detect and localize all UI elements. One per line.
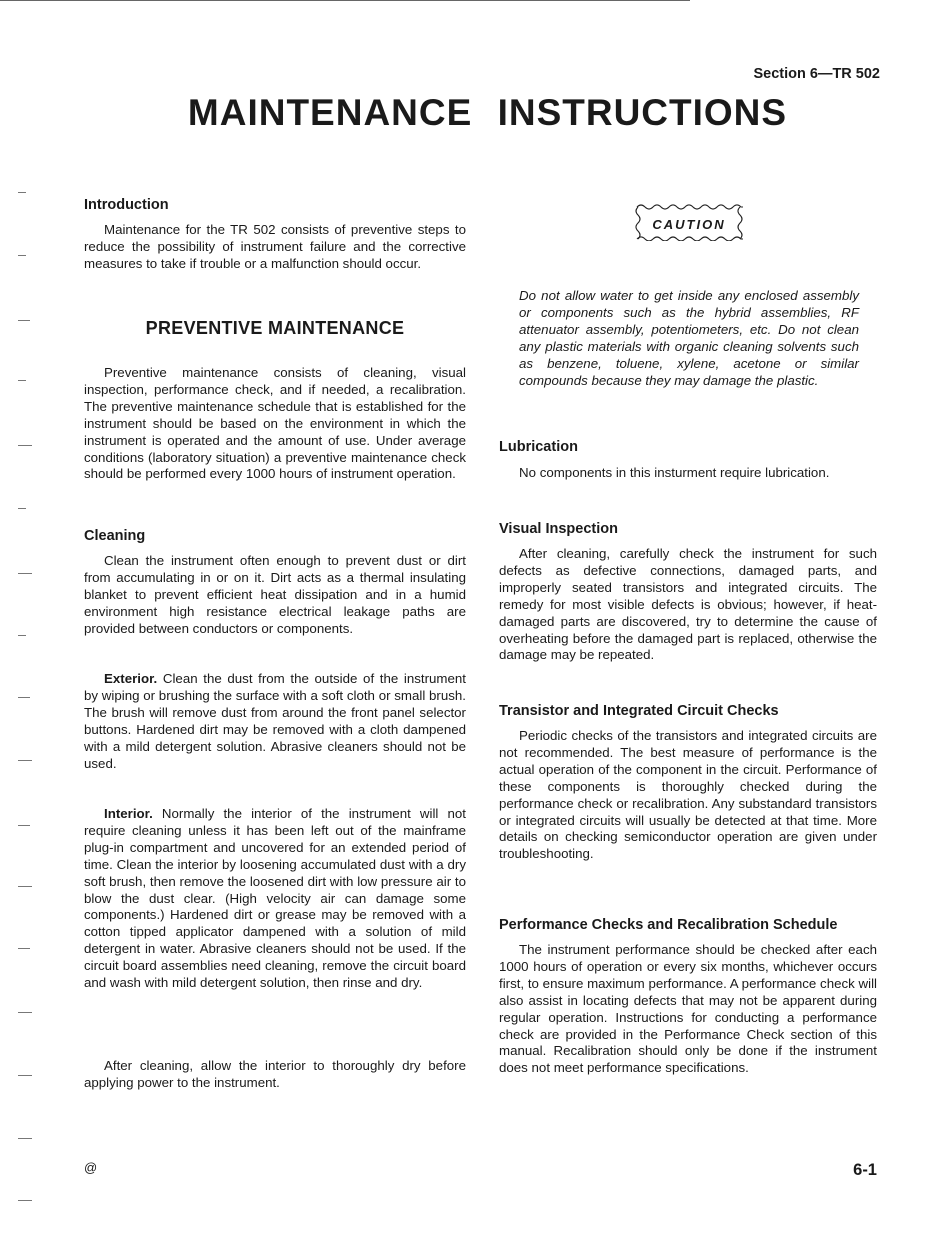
exterior-label: Exterior. <box>104 671 158 686</box>
margin-mark <box>18 635 26 636</box>
visual-inspection-paragraph: After cleaning, carefully check the instrument for such defects as defective connections, damaged parts, and improperly seated transistors and integrated circuits. The remedy for most visible defects is obvious; however, if heat-damaged parts are discovered, try to determine the cause of overheating before the damaged part is replaced, otherwise the damage may be repeated. <box>499 546 877 663</box>
preventive-maintenance-text <box>84 365 466 483</box>
margin-mark <box>18 1012 32 1013</box>
after-cleaning-paragraph: After cleaning, allow the interior to thoroughly dry before applying power to the instrument. <box>84 1058 466 1090</box>
interior-text: Normally the interior of the instrument will not require cleaning unless it has been left out of the mainframe plug-in compartment and uncovered for an extended period of time. Clean the interior by loosening accumulated dust with a dry soft brush, then remove the loosened dirt with low pressure air to blow the dust clear. (High velocity air can damage some components.) Hardened dirt or grease may be removed with a cotton tipped applicator dampened with a solution of mild detergent in water. Abrasive cleaners should not be used. If the circuit board assemblies need cleaning, remove the circuit board and wash with mild detergent solution, then rinse and dry. <box>84 806 466 991</box>
caution-paragraph: Do not allow water to get inside any enclosed assembly or components such as the hybrid assemblies, RF attenuator assembly, potentiometers, etc. Do not clean any plastic materials with organic cleaning solvents such as benzene, toluene, xylene, acetone or similar compounds because they may damage the plastic. <box>519 288 859 388</box>
exterior-paragraph <box>84 671 466 772</box>
margin-mark <box>18 1138 32 1139</box>
performance-checks-text <box>499 942 877 1077</box>
caution-box <box>635 203 743 241</box>
cleaning-paragraph: Clean the instrument often enough to prevent dust or dirt from accumulating in or on it. Dirt acts as a thermal insulating blanket to prevent efficient heat dissipation and in a humid environment high resistance electrical leakage paths are provided between conductors or components. <box>84 553 466 636</box>
visual-inspection-heading: Visual Inspection <box>499 521 618 537</box>
lubrication-paragraph: No components in this insturment require lubrication. <box>519 465 830 480</box>
after-cleaning-text <box>84 1058 466 1092</box>
interior-label: Interior. <box>104 806 153 821</box>
cleaning-heading: Cleaning <box>84 528 146 544</box>
cleaning-text <box>84 553 466 638</box>
performance-checks-heading: Performance Checks and Recalibration Schedule <box>499 917 838 933</box>
introduction-heading: Introduction <box>84 197 169 213</box>
transistor-checks-text <box>499 728 877 863</box>
caution-text <box>499 288 877 389</box>
exterior-text: Clean the dust from the outside of the instrument by wiping or brushing the surface with a soft cloth or small brush. The brush will remove dust from around the front panel selector buttons. Hardened dirt may be removed with a cloth dampened with a mild detergent solution. Abrasive cleaners should not be used. <box>84 671 466 771</box>
margin-mark <box>18 320 30 321</box>
margin-mark <box>18 508 26 509</box>
transistor-checks-paragraph: Periodic checks of the transistors and integrated circuits are not recommended. The best measure of performance is the actual operation of the component in the circuit. Performance of these components is thoroughly checked during the performance check or recalibration. Any substandard transistors or integrated circuits will usually be detected at that time. More details on checking semiconductor operation are given under troubleshooting. <box>499 728 877 862</box>
margin-mark <box>18 1075 32 1076</box>
margin-mark <box>18 697 30 698</box>
margin-mark <box>18 255 26 256</box>
interior-section <box>84 806 466 992</box>
margin-marks <box>18 180 38 1220</box>
margin-mark <box>18 445 32 446</box>
caution-label: CAUTION <box>652 217 726 232</box>
page-title: MAINTENANCE INSTRUCTIONS <box>187 92 788 133</box>
performance-checks-paragraph: The instrument performance should be checked after each 1000 hours of operation or every six months, whichever occurs first, to ensure maximum performance. A performance check will also assist in locating defects that may not be apparent during regular operation. Instructions for conducting a performance check are provided in the Performance Check section of this manual. Recalibration should only be done if the instrument does not meet performance specifications. <box>499 942 877 1076</box>
margin-mark <box>18 192 26 193</box>
margin-mark <box>18 573 32 574</box>
margin-mark <box>18 760 32 761</box>
exterior-section <box>84 671 466 772</box>
introduction-text <box>84 222 466 273</box>
preventive-paragraph: Preventive maintenance consists of cleaning, visual inspection, performance check, and if needed, a recalibration. The preventive maintenance schedule that is established for the instrument should be based on the environment in which the instrument is operated and the amount of use. Under average conditions (laboratory situation) a preventive maintenance check should be performed every 1000 hours of instrument operation. <box>84 365 466 482</box>
interior-paragraph <box>84 806 466 992</box>
footer-mark: @ <box>84 1160 98 1175</box>
visual-inspection-text <box>499 546 877 664</box>
page-number: 6-1 <box>853 1161 877 1179</box>
margin-mark <box>18 380 26 381</box>
transistor-checks-heading: Transistor and Integrated Circuit Checks <box>499 703 779 719</box>
section-label: Section 6—TR 502 <box>753 66 880 82</box>
margin-mark <box>18 825 30 826</box>
lubrication-text <box>499 465 877 482</box>
margin-mark <box>18 948 30 949</box>
margin-mark <box>18 1200 32 1201</box>
top-rule <box>0 0 690 1</box>
introduction-paragraph: Maintenance for the TR 502 consists of preventive steps to reduce the possibility of instrument failure and the corrective measures to take if trouble or a malfunction should occur. <box>84 222 466 271</box>
preventive-maintenance-heading: PREVENTIVE MAINTENANCE <box>145 318 405 338</box>
margin-mark <box>18 886 32 887</box>
lubrication-heading: Lubrication <box>499 439 578 455</box>
